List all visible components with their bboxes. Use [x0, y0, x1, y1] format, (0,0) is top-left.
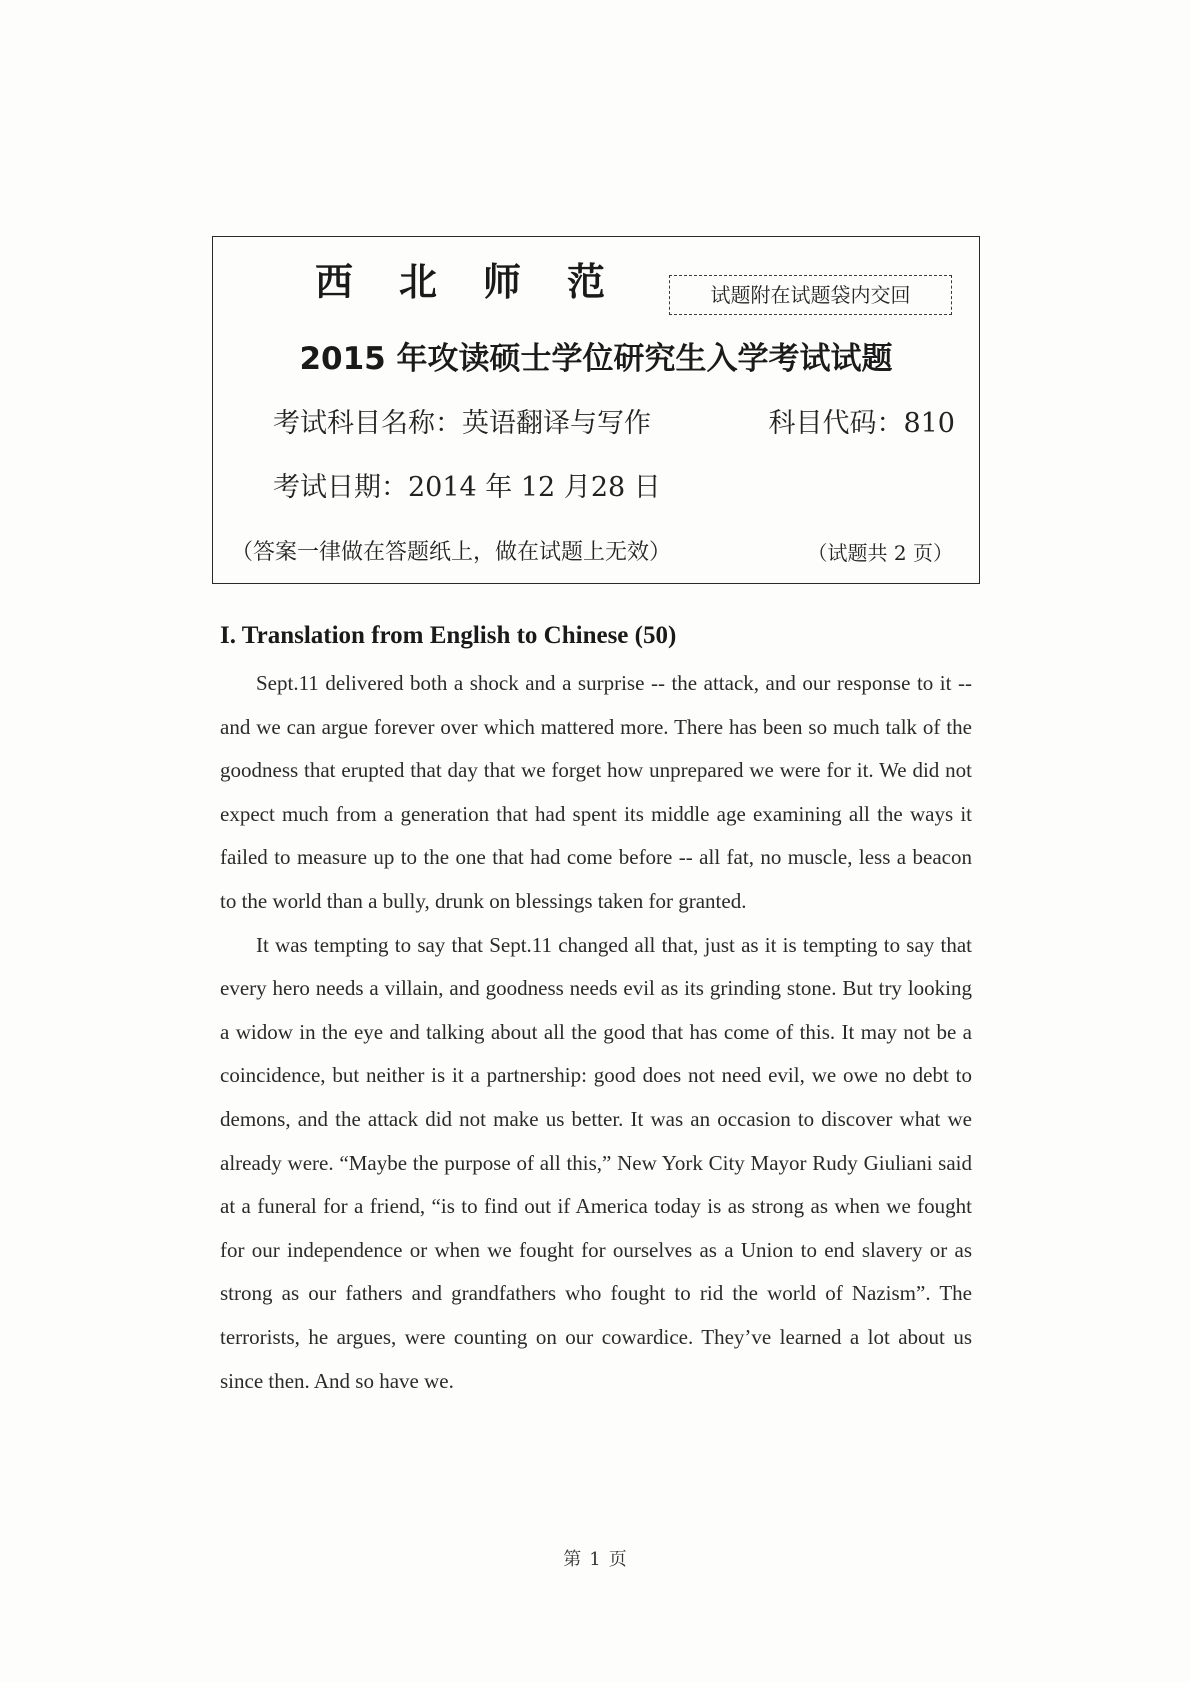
- subject-name: 考试科目名称：英语翻译与写作: [273, 408, 651, 439]
- page-label-prefix: 第: [563, 1549, 582, 1570]
- total-pages-note: （试题共 2 页）: [807, 541, 953, 565]
- exam-date: 考试日期：2014 年 12 月28 日: [273, 472, 661, 503]
- page-footer: [0, 1545, 1190, 1571]
- subject-code: 科目代码：810: [768, 408, 955, 439]
- exam-title: 2015 年攻读硕士学位研究生入学考试试题: [299, 341, 893, 377]
- page-number: 1: [589, 1549, 601, 1570]
- translation-passage: [220, 662, 972, 1403]
- school-char: 北: [399, 259, 438, 304]
- school-char: 师: [483, 259, 522, 304]
- return-note-box: 试题附在试题袋内交回: [669, 275, 952, 315]
- school-name: [315, 251, 651, 306]
- answer-notice: （答案一律做在答题纸上，做在试题上无效）: [231, 540, 672, 565]
- school-char: 范: [567, 259, 606, 304]
- page-label-suffix: 页: [608, 1549, 627, 1570]
- passage-paragraph: It was tempting to say that Sept.11 changed all that, just as it is tempting to say that every hero needs a villain, and goodness needs evil as its grinding stone. But try looking a widow in the eye and talking about all the good that has come of this. It may not be a coincidence, but neither is it a partnership: good does not need evil, we owe no debt to demons, and the attack did not make us better. It was an occasion to discover what we already were. “Maybe the purpose of all this,” New York City Mayor Rudy Giuliani said at a funeral for a friend, “is to find out if America today is as strong as when we fought for our independence or when we fought for ourselves as a Union to end slavery or as strong as our fathers and grandfathers who fought to rid the world of Nazism”. The terrorists, he argues, were counting on our cowardice. They’ve learned a lot about us since then. And so have we.: [220, 932, 972, 1393]
- section-heading: I. Translation from English to Chinese (50): [220, 622, 677, 649]
- school-char: 西: [315, 259, 354, 304]
- passage-paragraph: Sept.11 delivered both a shock and a surprise -- the attack, and our response to it --and we can argue forever over which mattered more. There has been so much talk of the goodness that erupted that day that we forget how unprepared we were for it. We did not expect much from a generation that had spent its middle age examining all the ways it failed to measure up to the one that had come before -- all fat, no muscle, less a beacon to the world than a bully, drunk on blessings taken for granted.: [220, 671, 972, 913]
- exam-header-box: [212, 236, 980, 584]
